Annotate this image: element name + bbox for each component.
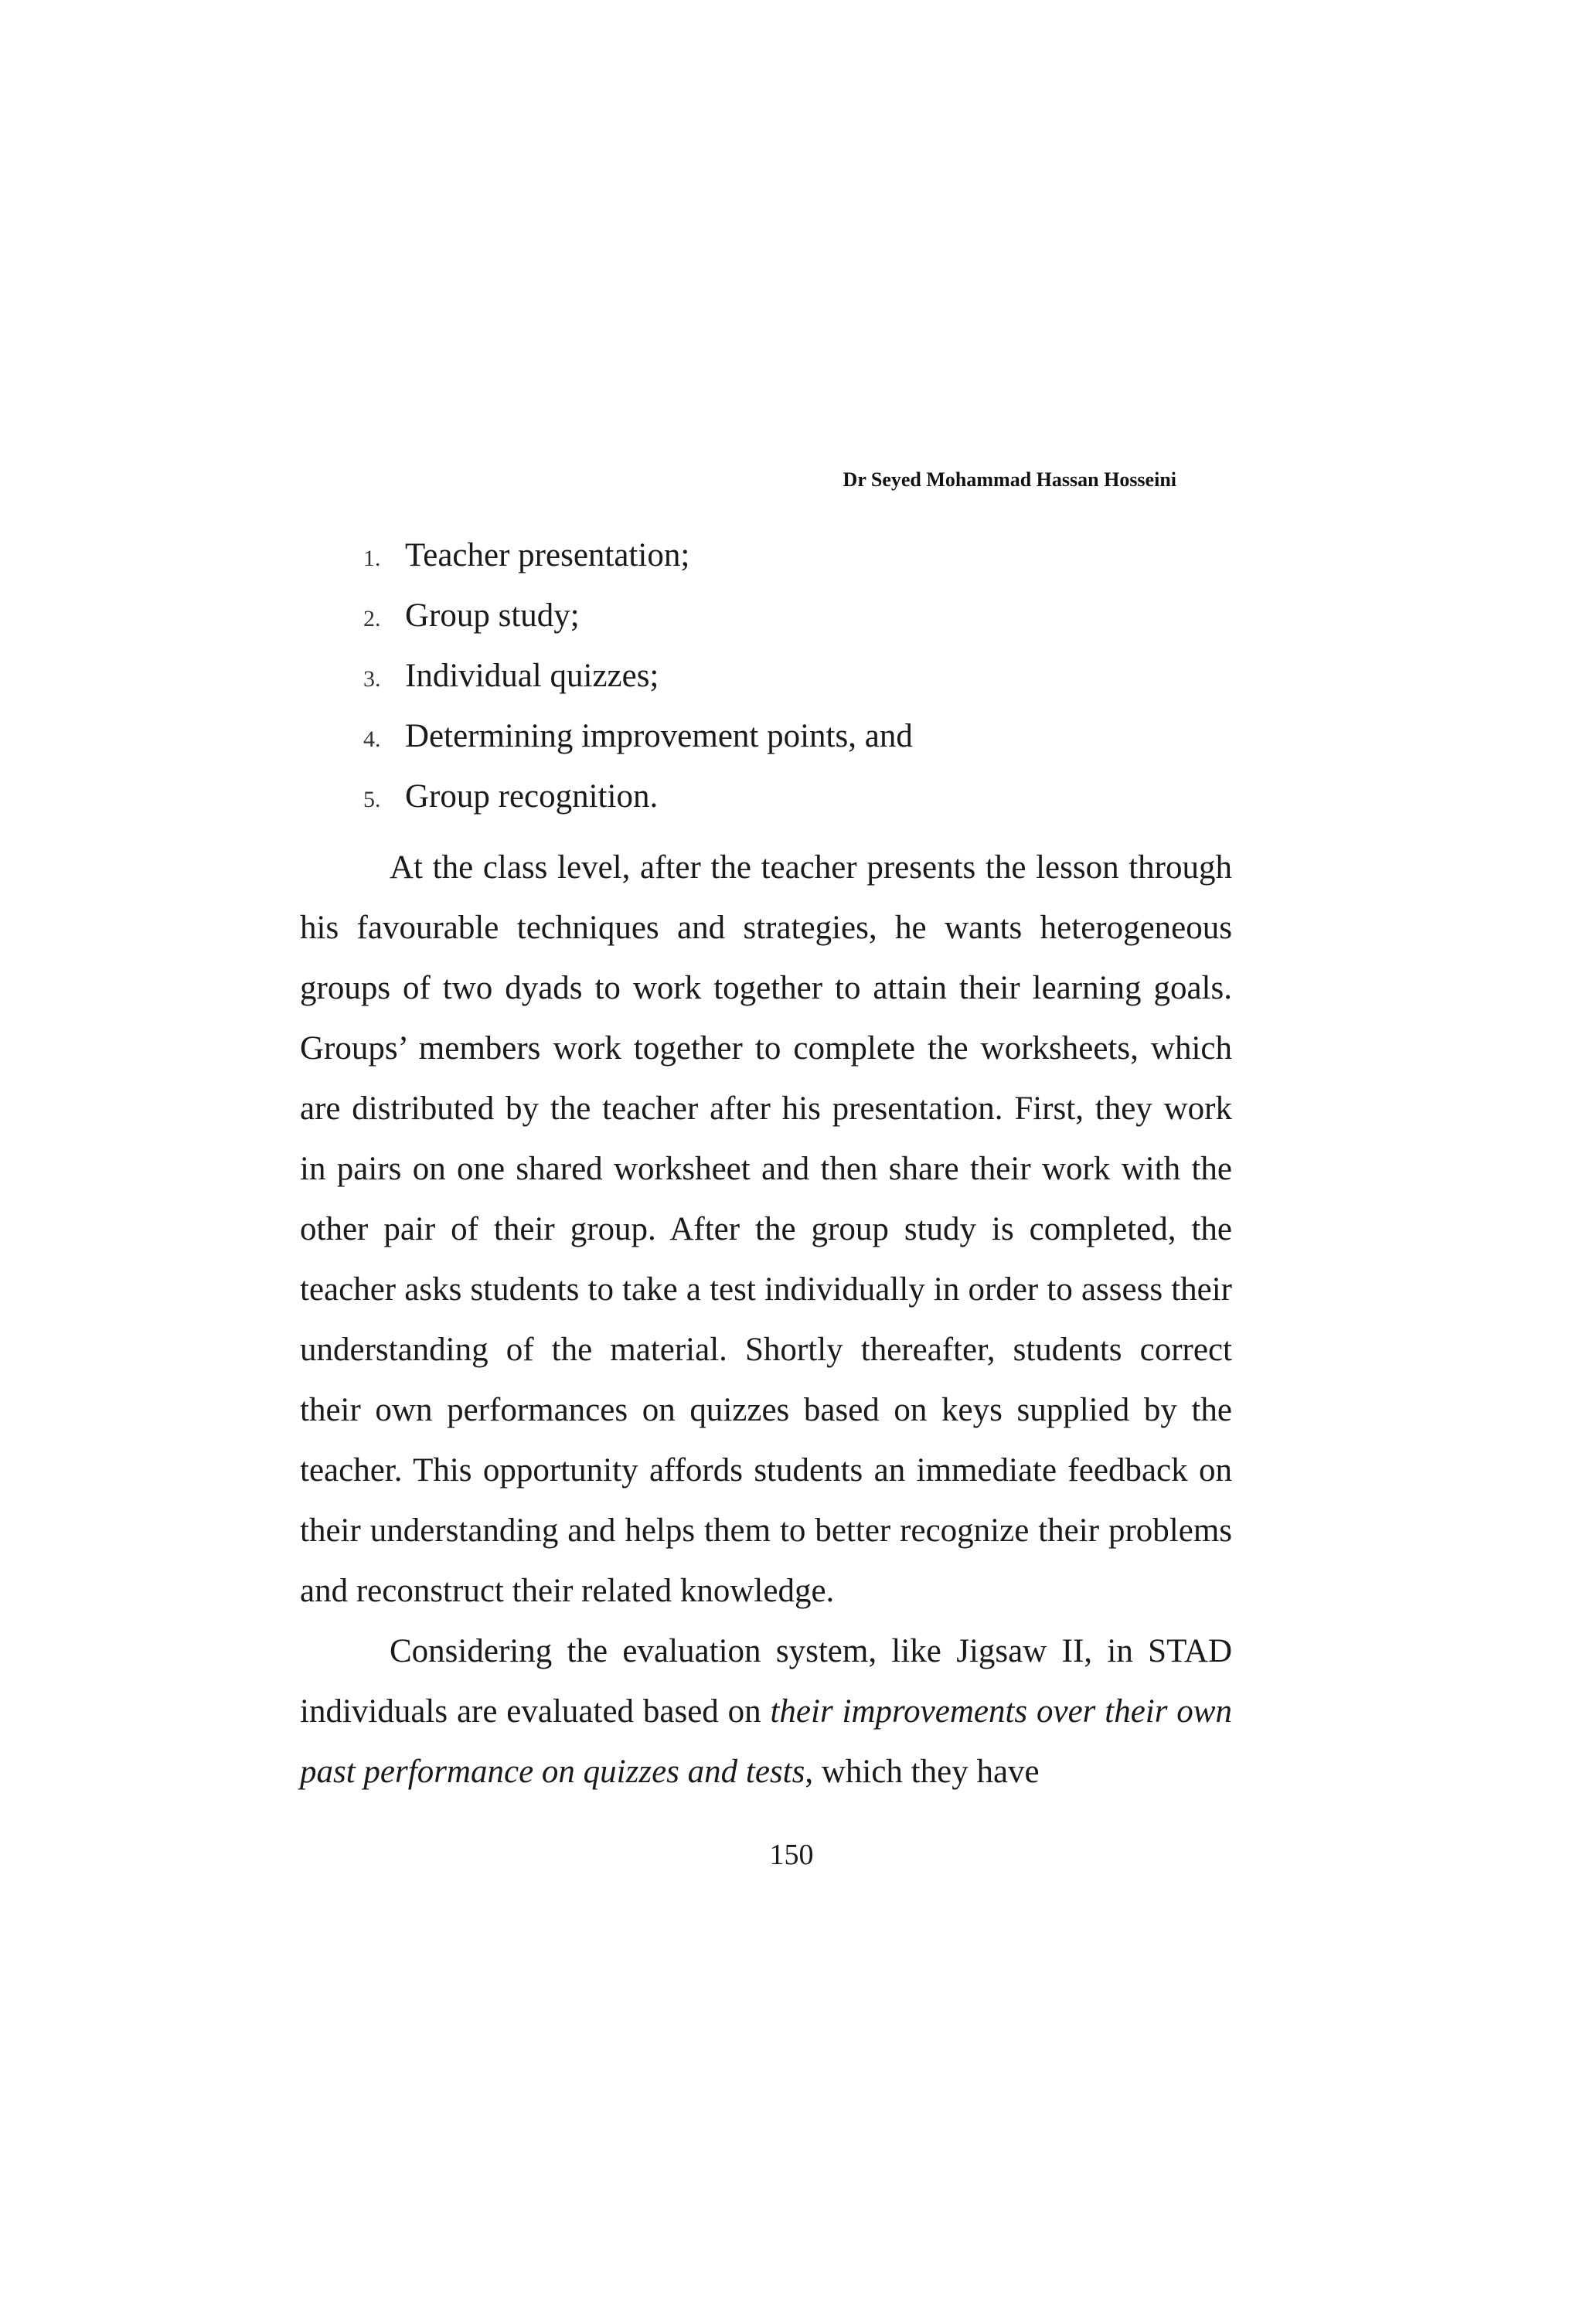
list-item xyxy=(363,706,913,767)
list-item-number: 5. xyxy=(363,787,381,812)
list-item xyxy=(363,646,913,706)
list-item-text: Group recognition. xyxy=(405,778,659,815)
list-item-number: 1. xyxy=(363,546,381,571)
paragraph-text: Considering the evaluation system, like Jigsaw II, in STAD individuals are evaluated based on xyxy=(300,1633,1232,1730)
list-item-number: 2. xyxy=(363,606,381,631)
page-number: 150 xyxy=(769,1839,814,1871)
running-head-author: Dr Seyed Mohammad Hassan Hosseini xyxy=(843,468,1176,491)
paragraph-text: , which they have xyxy=(805,1754,1040,1790)
list-item-text: Determining improvement points, and xyxy=(405,718,913,754)
stad-steps-list xyxy=(363,526,913,827)
list-item-number: 3. xyxy=(363,666,381,692)
paragraph-class-level: At the class level, after the teacher presents the lesson through his favourable techniques and strategies, he wants heterogeneous groups of two dyads to work together to attain their learning goals. Groups’ members work together to complete the worksheets, which are distributed by the teacher after his presentation. First, they work in pairs on one shared worksheet and then share their work with the other pair of their group. After the group study is completed, the teacher asks students to take a test individually in order to assess their understanding of the material. Shortly thereafter, students correct their own performances on quizzes based on keys supplied by the teacher. This opportunity affords students an immediate feedback on their understanding and helps them to better recognize their problems and reconstruct their related knowledge. xyxy=(300,849,1232,1609)
list-item-text: Group study; xyxy=(405,597,580,634)
paragraph-evaluation-system xyxy=(300,1621,1232,1802)
list-item-text: Individual quizzes; xyxy=(405,658,659,694)
emphasized-text: their improvements over their own past performance on quizzes and tests xyxy=(300,1693,1232,1790)
list-item xyxy=(363,767,913,827)
list-item xyxy=(363,586,913,646)
body-text xyxy=(300,838,1232,1802)
list-item-text: Teacher presentation; xyxy=(405,537,690,573)
list-item-number: 4. xyxy=(363,726,381,752)
list-item xyxy=(363,526,913,586)
